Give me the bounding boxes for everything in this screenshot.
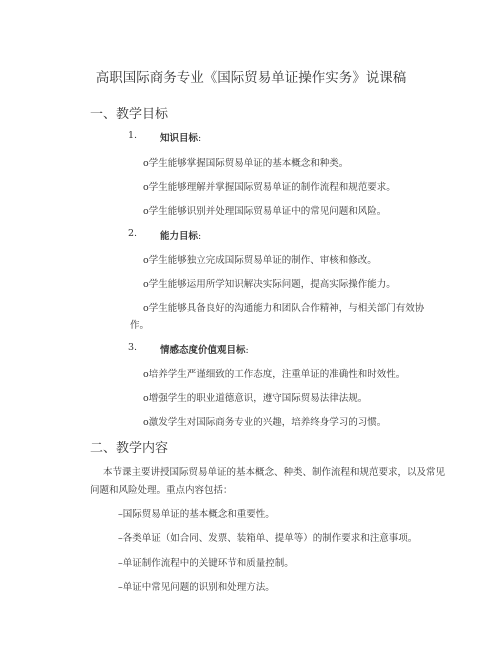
list-item: o学生能够具备良好的沟通能力和团队合作精神，与相关部门有效协 [143,303,425,314]
list-item: o学生能够识别并处理国际贸易单证中的常见问题和风险。 [143,206,387,217]
list-item: –单证中常见问题的识别和处理方法。 [118,582,275,593]
goal-label: 知识目标: [160,133,202,144]
goal-number: 1. [128,130,138,141]
goal-label: 情感态度价值观目标: [160,345,249,356]
section-heading-teaching-content: 二、教学内容 [90,441,169,456]
paragraph-line: 本节课主要讲授国际贸易单证的基本概念、种类、制作流程和规范要求，以及常见 [103,467,446,478]
list-item: –国际贸易单证的基本概念和重要性。 [118,509,275,520]
list-item: o学生能够掌握国际贸易单证的基本概念和种类。 [143,158,349,169]
list-item: o学生能够独立完成国际贸易单证的制作、审核和修改。 [143,255,377,266]
list-item: –各类单证（如合同、发票、装箱单、提单等）的制作要求和注意事项。 [118,533,418,544]
goal-label: 能力目标: [160,231,202,242]
list-item: o激发学生对国际商务专业的兴趣，培养终身学习的习惯。 [143,417,387,428]
goal-number: 2. [128,228,138,239]
list-item-continuation: 作。 [130,320,150,331]
document-title: 高职国际商务专业《国际贸易单证操作实务》说课稿 [95,70,407,86]
list-item: –单证制作流程中的关键环节和质量控制。 [118,558,294,569]
list-item: o学生能够理解并掌握国际贸易单证的制作流程和规范要求。 [143,182,396,193]
list-item: o增强学生的职业道德意识，遵守国际贸易法律法规。 [143,393,368,404]
paragraph-line: 问题和风险处理。重点内容包括： [90,485,233,496]
goal-number: 3. [128,342,138,353]
list-item: o培养学生严谨细致的工作态度，注重单证的准确性和时效性。 [143,369,406,380]
list-item: o学生能够运用所学知识解决实际问题，提高实际操作能力。 [143,279,396,290]
section-heading-teaching-goals: 一、教学目标 [90,107,169,122]
